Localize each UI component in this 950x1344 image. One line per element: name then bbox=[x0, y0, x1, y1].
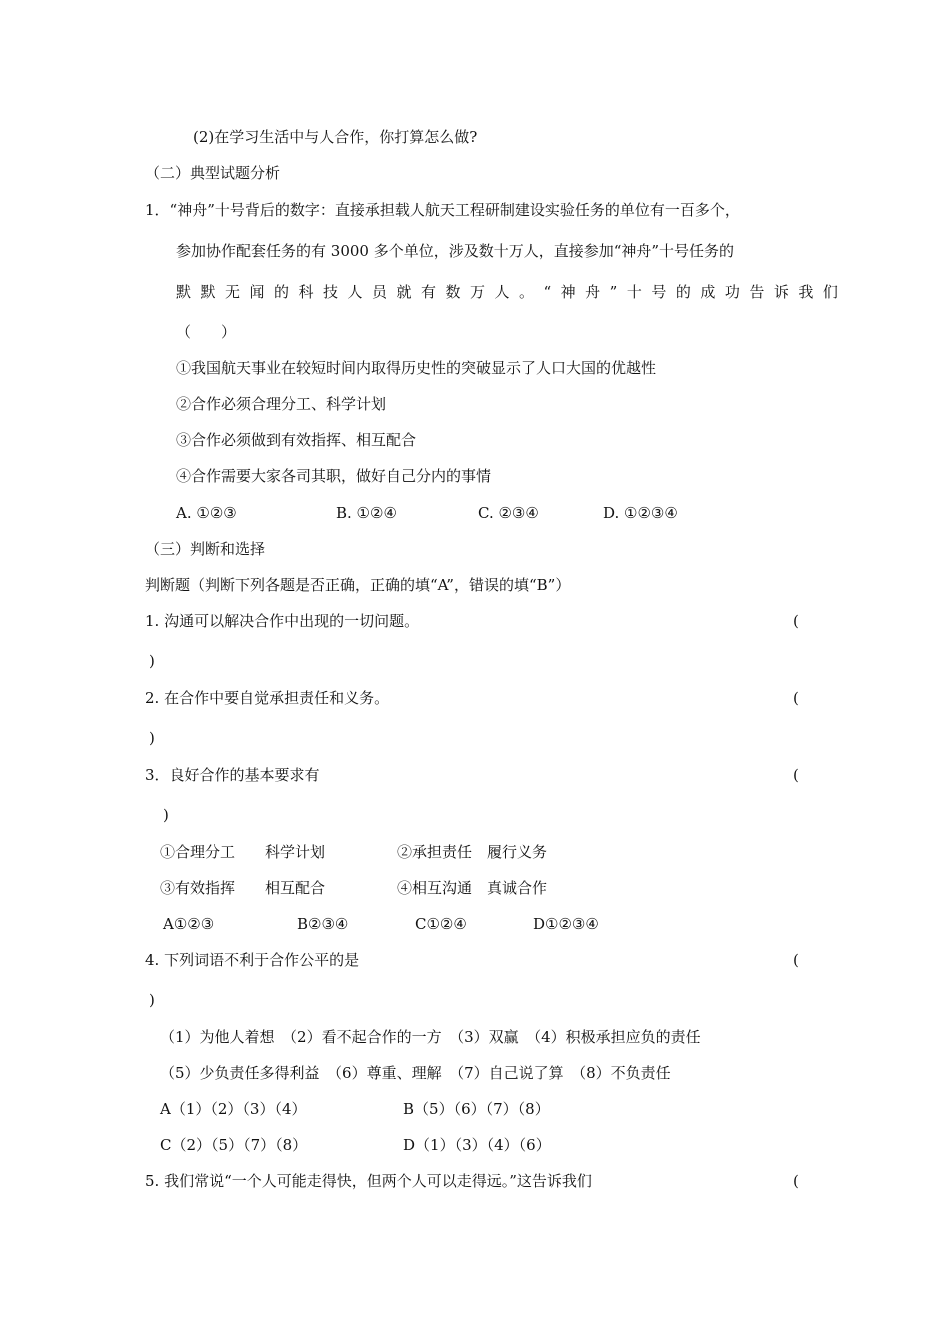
choice-item-4-close-paren: ) bbox=[149, 991, 155, 1009]
choice-item-3-option-b: B②③④ bbox=[297, 915, 349, 933]
question-1-option-b: B. ①②④ bbox=[336, 504, 397, 522]
judgement-item-1-close-paren: ) bbox=[149, 652, 155, 670]
question-1-answer-blank: （ ） bbox=[176, 323, 237, 341]
question-1-stem-line-2: 参加协作配套任务的有 3000 多个单位，涉及数十万人，直接参加“神舟”十号任务的 bbox=[176, 242, 735, 260]
judgement-item-2-close-paren: ) bbox=[149, 729, 155, 747]
question-1-option-a: A. ①②③ bbox=[176, 504, 237, 522]
choice-item-3-option-c: C①②④ bbox=[415, 915, 467, 933]
choice-item-4-terms-line-2: （5）少负责任多得利益 （6）尊重、理解 （7）自己说了算 （8）不负责任 bbox=[160, 1064, 671, 1082]
choice-item-4: 4. 下列词语不利于合作公平的是 bbox=[145, 951, 360, 969]
choice-item-4-option-a: A（1）（2）（3）（4） bbox=[160, 1100, 307, 1118]
question-1-statement-3: ③合作必须做到有效指挥、相互配合 bbox=[176, 431, 417, 449]
choice-item-3-option-a: A①②③ bbox=[163, 915, 215, 933]
choice-item-4-option-c: C（2）（5）（7）（8） bbox=[160, 1136, 308, 1154]
choice-item-3-close-paren: ) bbox=[163, 806, 169, 824]
discussion-question-2: (2)在学习生活中与人合作，你打算怎么做? bbox=[193, 128, 478, 146]
judgement-item-2-open-paren: ( bbox=[793, 689, 799, 707]
question-1-stem-line-3: 默默无闻的科技人员就有数万人。“神舟”十号的成功告诉我们 bbox=[176, 283, 848, 301]
choice-item-3-open-paren: ( bbox=[793, 766, 799, 784]
choice-item-4-open-paren: ( bbox=[793, 951, 799, 969]
choice-item-3: 3．良好合作的基本要求有 bbox=[145, 766, 320, 784]
question-1-statement-1: ①我国航天事业在较短时间内取得历史性的突破显示了人口大国的优越性 bbox=[176, 359, 657, 377]
question-1-statement-4: ④合作需要大家各司其职，做好自己分内的事情 bbox=[176, 467, 492, 485]
judgement-instructions: 判断题（判断下列各题是否正确，正确的填“A”，错误的填“B”） bbox=[145, 576, 571, 594]
choice-item-4-terms-line-1: （1）为他人着想 （2）看不起合作的一方 （3）双赢 （4）积极承担应负的责任 bbox=[160, 1028, 701, 1046]
choice-item-4-option-b: B（5）（6）（7）（8） bbox=[403, 1100, 550, 1118]
question-1-option-d: D. ①②③④ bbox=[603, 504, 678, 522]
question-1-option-c: C. ②③④ bbox=[478, 504, 539, 522]
choice-item-3-statement-3: ③有效指挥 相互配合 bbox=[160, 879, 326, 897]
judgement-item-2: 2. 在合作中要自觉承担责任和义务。 bbox=[145, 689, 390, 707]
choice-item-4-option-d: D（1）（3）（4）（6） bbox=[403, 1136, 551, 1154]
choice-item-5-open-paren: ( bbox=[793, 1172, 799, 1190]
choice-item-3-statement-4: ④相互沟通 真诚合作 bbox=[397, 879, 548, 897]
section-heading-typical-questions: （二）典型试题分析 bbox=[145, 164, 281, 182]
choice-item-3-statement-2: ②承担责任 履行义务 bbox=[397, 843, 548, 861]
question-1-stem-line-1: 1．“神舟”十号背后的数字：直接承担载人航天工程研制建设实验任务的单位有一百多个， bbox=[145, 201, 740, 219]
judgement-item-1: 1. 沟通可以解决合作中出现的一切问题。 bbox=[145, 612, 420, 630]
question-1-statement-2: ②合作必须合理分工、科学计划 bbox=[176, 395, 387, 413]
choice-item-5: 5. 我们常说“一个人可能走得快，但两个人可以走得远。”这告诉我们 bbox=[145, 1172, 592, 1190]
section-heading-judge-and-choose: （三）判断和选择 bbox=[145, 540, 266, 558]
judgement-item-1-open-paren: ( bbox=[793, 612, 799, 630]
choice-item-3-statement-1: ①合理分工 科学计划 bbox=[160, 843, 326, 861]
choice-item-3-option-d: D①②③④ bbox=[533, 915, 599, 933]
